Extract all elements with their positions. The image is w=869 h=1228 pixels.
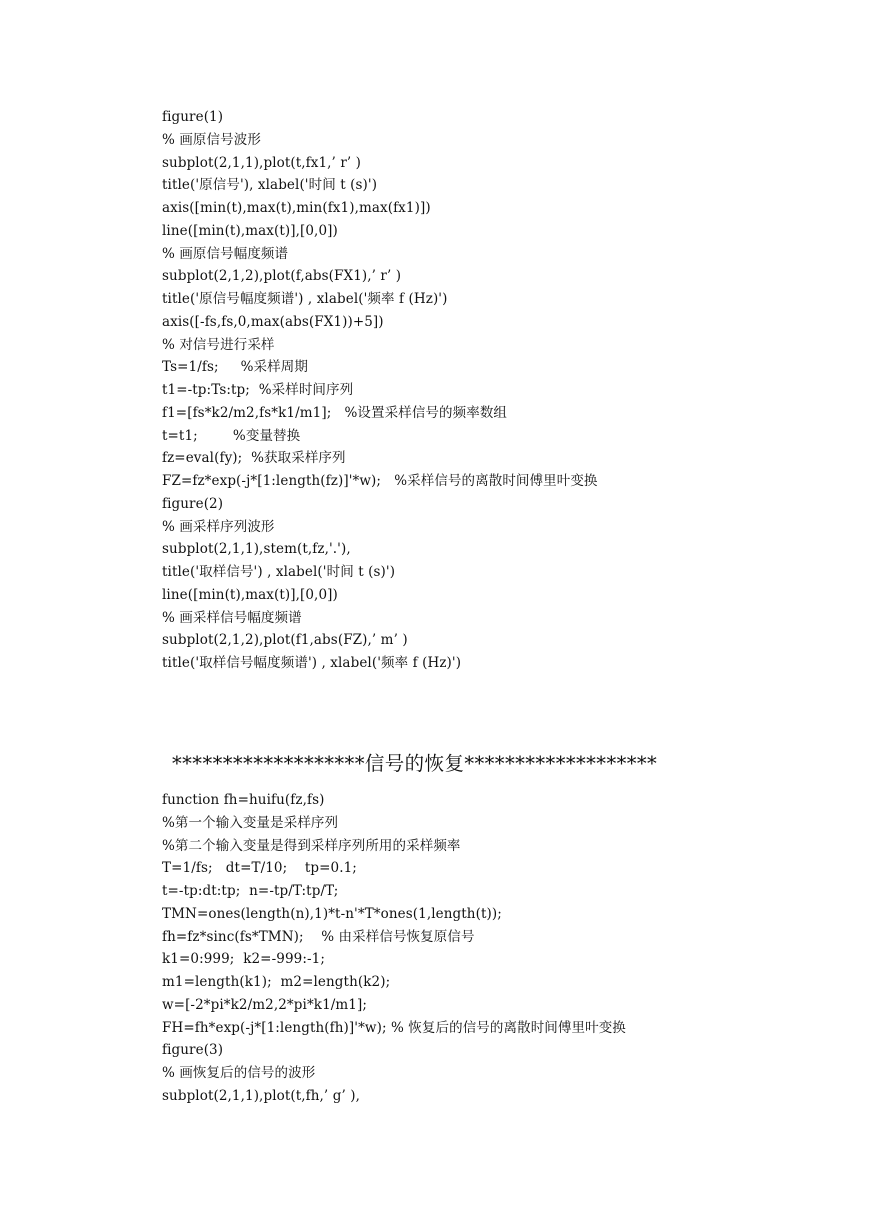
code-line: k1=0:999; k2=-999:-1; <box>162 951 325 968</box>
code-line: fh=fz*sinc(fs*TMN); % 由采样信号恢复原信号 <box>162 928 475 945</box>
code-line: T=1/fs; dt=T/10; tp=0.1; <box>162 860 357 877</box>
code-line: f1=[fs*k2/m2,fs*k1/m1]; %设置采样信号的频率数组 <box>162 404 508 421</box>
code-line: figure(2) <box>162 495 224 512</box>
code-line: title('取样信号幅度频谱') , xlabel('频率 f (Hz)') <box>162 655 462 671</box>
code-line: figure(1) <box>162 109 224 125</box>
code-line: t1=-tp:Ts:tp; %采样时间序列 <box>162 382 354 398</box>
code-line: subplot(2,1,2),plot(f,abs(FX1),’ r’ ) <box>162 268 402 285</box>
code-line: axis([-fs,fs,0,max(abs(FX1))+5]) <box>162 313 384 330</box>
code-line: line([min(t),max(t)],[0,0]) <box>162 586 338 603</box>
code-comment: % 画采样序列波形 <box>162 518 275 535</box>
code-line: fz=eval(fy); %获取采样序列 <box>162 450 346 467</box>
code-line: subplot(2,1,2),plot(f1,abs(FZ),’ m’ ) <box>162 632 408 649</box>
code-block-signal-sampling <box>162 106 842 675</box>
code-line: subplot(2,1,1),stem(t,fz,'.'), <box>162 541 351 558</box>
code-comment: %第二个输入变量是得到采样序列所用的采样频率 <box>162 837 461 854</box>
section-heading-signal-recovery: *******************信号的恢复******************* <box>172 752 658 775</box>
code-line: title('原信号幅度频谱') , xlabel('频率 f (Hz)') <box>162 291 448 307</box>
code-line: w=[-2*pi*k2/m2,2*pi*k1/m1]; <box>162 996 368 1013</box>
code-line: Ts=1/fs; %采样周期 <box>162 359 308 376</box>
code-comment: % 画原信号波形 <box>162 131 261 148</box>
code-block-signal-recovery <box>162 789 842 1108</box>
code-comment: % 画原信号幅度频谱 <box>162 245 289 262</box>
code-line: subplot(2,1,1),plot(t,fx1,’ r’ ) <box>162 154 362 171</box>
code-line: m1=length(k1); m2=length(k2); <box>162 974 391 990</box>
code-line: axis([min(t),max(t),min(fx1),max(fx1)]) <box>162 200 431 216</box>
code-comment: % 对信号进行采样 <box>162 336 275 353</box>
code-line: t=t1; %变量替换 <box>162 427 301 444</box>
code-line: title('原信号'), xlabel('时间 t (s)') <box>162 177 378 194</box>
code-comment: % 画采样信号幅度频谱 <box>162 609 302 626</box>
code-line: line([min(t),max(t)],[0,0]) <box>162 222 338 239</box>
code-line: title('取样信号') , xlabel('时间 t (s)') <box>162 564 396 580</box>
code-line: TMN=ones(length(n),1)*t-n'*T*ones(1,length(t)); <box>162 905 502 922</box>
code-line: t=-tp:dt:tp; n=-tp/T:tp/T; <box>162 883 339 899</box>
code-line: FZ=fz*exp(-j*[1:length(fz)]'*w); %采样信号的离散时间傅里叶变换 <box>162 473 598 489</box>
code-line: figure(3) <box>162 1042 224 1059</box>
code-line: subplot(2,1,1),plot(t,fh,’ g’ ), <box>162 1087 360 1104</box>
code-line: FH=fh*exp(-j*[1:length(fh)]'*w); % 恢复后的信号的离散时间傅里叶变换 <box>162 1019 626 1036</box>
code-comment: %第一个输入变量是采样序列 <box>162 814 339 831</box>
code-comment: % 画恢复后的信号的波形 <box>162 1065 316 1081</box>
code-line: function fh=huifu(fz,fs) <box>162 792 325 808</box>
